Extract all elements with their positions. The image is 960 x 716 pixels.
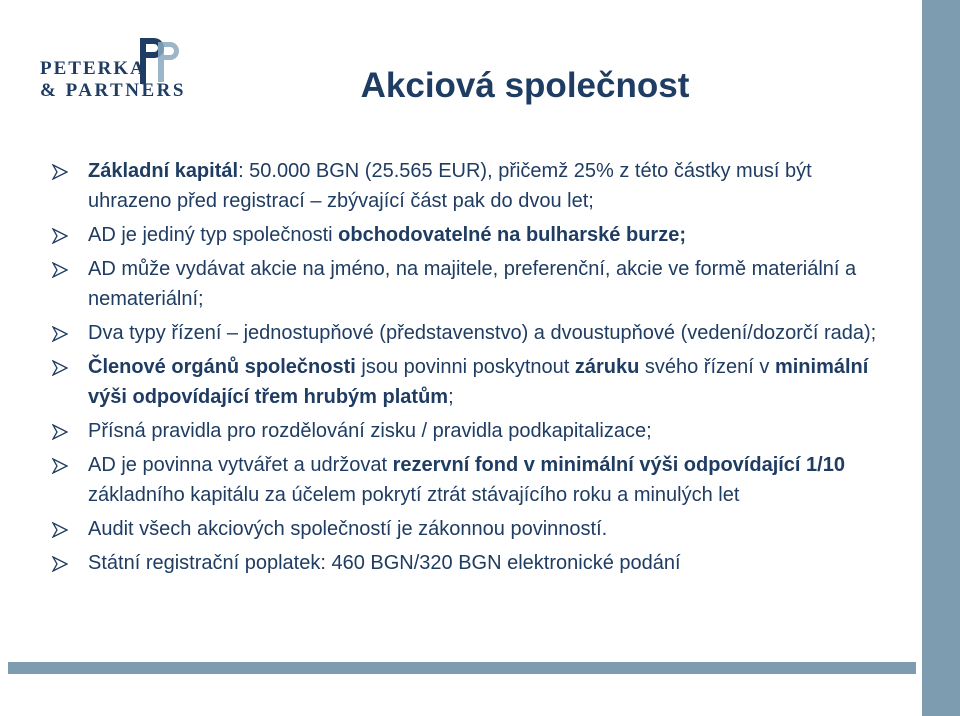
arrowhead-bullet-icon bbox=[52, 556, 68, 572]
arrowhead-bullet-icon bbox=[52, 424, 68, 440]
bullet-text: ; bbox=[448, 386, 454, 408]
bullet-text: jsou povinni poskytnout bbox=[355, 356, 575, 378]
arrowhead-bullet-icon bbox=[52, 360, 68, 376]
bullet-text: základního kapitálu za účelem pokrytí ztrát stávajícího roku a minulých let bbox=[88, 484, 740, 506]
arrowhead-bullet-icon bbox=[52, 458, 68, 474]
bullet-item bbox=[52, 254, 882, 314]
bullet-text: AD je povinna vytvářet a udržovat bbox=[88, 454, 393, 476]
bullet-item bbox=[52, 156, 882, 216]
logo-text-partners: & PARTNERS bbox=[40, 80, 186, 101]
bullet-item bbox=[52, 548, 882, 578]
right-accent-bar bbox=[922, 0, 960, 716]
bullet-text-bold: Základní kapitál bbox=[88, 160, 239, 182]
bullet-list bbox=[52, 156, 882, 582]
bullet-text: AD je jediný typ společnosti bbox=[88, 224, 339, 246]
arrowhead-bullet-icon bbox=[52, 164, 68, 180]
bullet-text-bold: rezervní fond v minimální výši odpovídající 1/10 bbox=[392, 454, 845, 476]
bullet-item bbox=[52, 318, 882, 348]
bullet-text-bold: Členové orgánů společnosti bbox=[88, 356, 356, 378]
bullet-text: svého řízení v bbox=[639, 356, 775, 378]
logo-text-peterka: PETERKA bbox=[40, 58, 146, 79]
bullet-text: Státní registrační poplatek: 460 BGN/320 BGN elektronické podání bbox=[88, 552, 681, 574]
bullet-text: AD může vydávat akcie na jméno, na majitele, preferenční, akcie ve formě materiální a nemateriální; bbox=[88, 258, 857, 310]
bullet-text-bold: záruku bbox=[574, 356, 640, 378]
bullet-item bbox=[52, 450, 882, 510]
bullet-text-bold: minimální výši odpovídající třem hrubým platům bbox=[88, 356, 869, 408]
bullet-item bbox=[52, 514, 882, 544]
arrowhead-bullet-icon bbox=[52, 522, 68, 538]
company-logo bbox=[40, 36, 280, 100]
arrowhead-bullet-icon bbox=[52, 262, 68, 278]
bullet-item bbox=[52, 352, 882, 412]
bullet-text: : 50.000 BGN (25.565 EUR), přičemž 25% z této částky musí být uhrazeno před registrací – zbývající část pak do dvou let; bbox=[88, 160, 812, 212]
bullet-item bbox=[52, 220, 882, 250]
arrowhead-bullet-icon bbox=[52, 326, 68, 342]
arrowhead-bullet-icon bbox=[52, 228, 68, 244]
footer-divider bbox=[8, 662, 916, 674]
bullet-text: Dva typy řízení – jednostupňové (představenstvo) a dvoustupňové (vedení/dozorčí rada); bbox=[88, 322, 877, 344]
slide-title: Akciová společnost bbox=[360, 66, 690, 105]
bullet-item bbox=[52, 416, 882, 446]
bullet-text: Přísná pravidla pro rozdělování zisku / pravidla podkapitalizace; bbox=[88, 420, 652, 442]
bullet-text: Audit všech akciových společností je zákonnou povinností. bbox=[88, 518, 608, 540]
bullet-text-bold: obchodovatelné na bulharské burze; bbox=[338, 224, 686, 246]
